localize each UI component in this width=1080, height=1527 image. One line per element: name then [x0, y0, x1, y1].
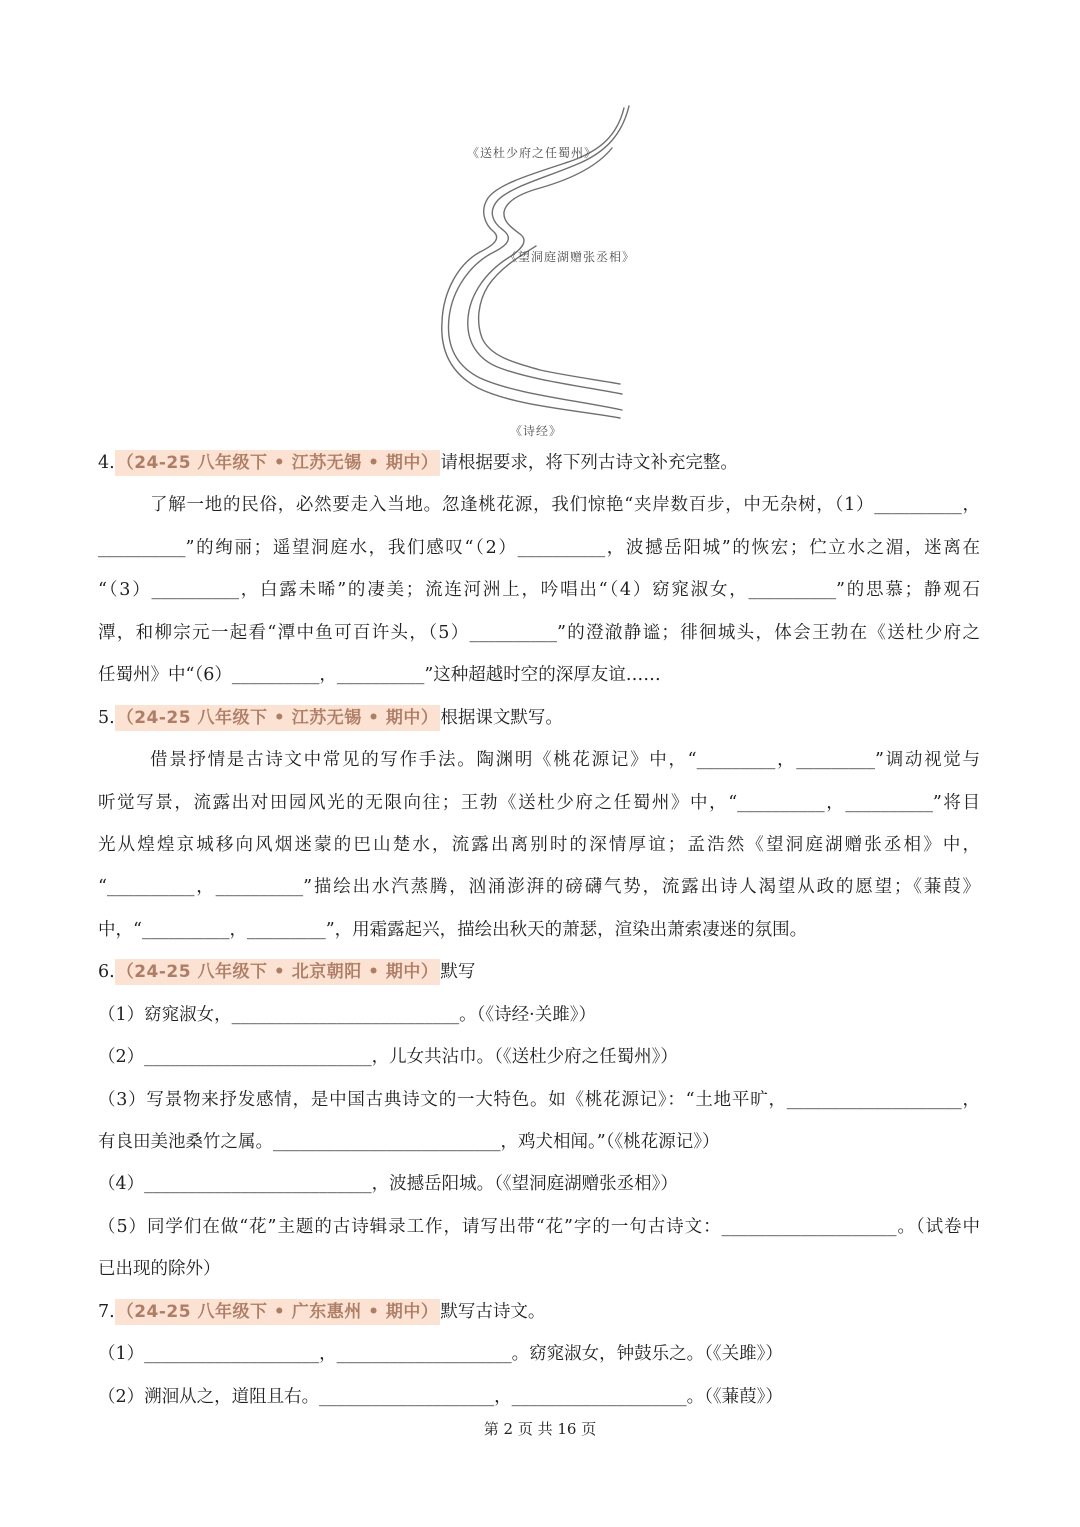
fill-item-line: 有良田美池桑竹之属。__________________________，鸡犬相闻。”（《桃花源记》）	[98, 1132, 720, 1152]
poem-label-shijing: 《诗经》	[510, 424, 563, 438]
fill-item-line: （3）写景物来抒发感情，是中国古典诗文的一大特色。如《桃花源记》：“土地平旷，____________________，	[98, 1089, 980, 1110]
paragraph-line: 潭，和柳宗元一起看“潭中鱼可百许头，（5）__________”的澄澈静谧；徘徊城头，体会王勃在《送杜少府之	[98, 622, 980, 643]
fill-item-1	[98, 994, 980, 1036]
fill-item-5	[98, 1206, 980, 1291]
fill-item-2	[98, 1376, 980, 1418]
question-6	[98, 951, 980, 1291]
question-4	[98, 442, 980, 697]
paragraph-line: 中，“__________，_________”，用霜露起兴，描绘出秋天的萧瑟，渲染出萧索凄迷的氛围。	[98, 919, 808, 940]
fill-item-line: 已出现的除外）	[98, 1259, 221, 1280]
question-source-tag: （24-25 八年级下 • 江苏无锡 • 期中）	[115, 450, 441, 476]
question-prompt: 默写古诗文。	[440, 1301, 546, 1322]
river-bank-line	[479, 246, 620, 384]
fill-item-line: （1）窈窕淑女，__________________________。（《诗经·关雎》）	[98, 1004, 596, 1025]
question-heading	[98, 1291, 980, 1333]
fill-item-3	[98, 1079, 980, 1164]
paragraph-line: 光从煌煌京城移向风烟迷蒙的巴山楚水，流露出离别时的深情厚谊；孟浩然《望洞庭湖赠张丞相》中，	[98, 834, 980, 855]
fill-item-line: （5）同学们在做“花”主题的古诗辑录工作，请写出带“花”字的一句古诗文：____________________。（试卷中	[98, 1216, 980, 1237]
paragraph-line: “__________，__________”描绘出水汽蒸腾，汹涌澎湃的磅礴气势，流露出诗人渴望从政的愿望；《蒹葭》	[98, 877, 980, 898]
river-bank-line	[468, 148, 622, 394]
question-source-tag: （24-25 八年级下 • 广东惠州 • 期中）	[115, 1299, 441, 1325]
question-5	[98, 697, 980, 952]
question-prompt: 请根据要求，将下列古诗文补充完整。	[440, 453, 738, 473]
question-number: 5.	[98, 707, 115, 728]
question-source-tag: （24-25 八年级下 • 江苏无锡 • 期中）	[115, 705, 441, 731]
fill-item-line: （2）溯洄从之，道阻且右。____________________，____________________。（《蒹葭》）	[98, 1386, 783, 1407]
page-footer: 第 2 页 共 16 页	[483, 1420, 597, 1438]
question-number: 7.	[98, 1301, 115, 1322]
fill-item-2	[98, 1036, 980, 1078]
question-prompt: 默写	[440, 962, 476, 983]
paragraph-line: __________”的绚丽；遥望洞庭水，我们感叹“（2）__________，波撼岳阳城”的恢宏；伫立水之湄，迷离在	[98, 537, 980, 558]
question-prompt: 根据课文默写。	[440, 707, 563, 728]
question-source-tag: （24-25 八年级下 • 北京朝阳 • 期中）	[115, 959, 441, 985]
fill-item-1	[98, 1333, 980, 1375]
question-heading	[98, 697, 980, 739]
question-number: 6.	[98, 962, 115, 983]
paragraph-line: 任蜀州》中“（6）__________，__________”这种超越时空的深厚友谊……	[98, 665, 661, 686]
paragraph-line: 听觉写景，流露出对田园风光的无限向往；王勃《送杜少府之任蜀州》中，“__________，__________”将目	[98, 792, 980, 813]
fill-item-line: （1）____________________，____________________。窈窕淑女，钟鼓乐之。（《关雎》）	[98, 1344, 783, 1365]
fill-item-4	[98, 1163, 980, 1205]
paragraph-line: 借景抒情是古诗文中常见的写作手法。陶渊明《桃花源记》中，“_________，_________”调动视觉与	[150, 750, 980, 771]
question-7	[98, 1291, 980, 1418]
paragraph-line: 了解一地的民俗，必然要走入当地。忽逢桃花源，我们惊艳“夹岸数百步，中无杂树，（1）__________，	[150, 495, 980, 516]
question-list	[98, 442, 980, 1418]
question-number: 4.	[98, 453, 115, 473]
fill-item-line: （4）__________________________，波撼岳阳城。（《望洞庭湖赠张丞相》）	[98, 1174, 678, 1195]
river-poem-illustration	[430, 95, 650, 445]
poem-label-dongting: 《望洞庭湖赠张丞相》	[505, 250, 636, 264]
poem-label-song-du: 《送杜少府之任蜀州》	[467, 146, 598, 160]
paragraph-line: “（3）__________，白露未晞”的凄美；流连河洲上，吟唱出“（4）窈窕淑女，__________”的思慕；静观石	[98, 580, 980, 601]
question-heading	[98, 442, 980, 484]
question-heading	[98, 951, 980, 993]
fill-item-line: （2）__________________________，儿女共沾巾。（《送杜少府之任蜀州》）	[98, 1047, 678, 1068]
